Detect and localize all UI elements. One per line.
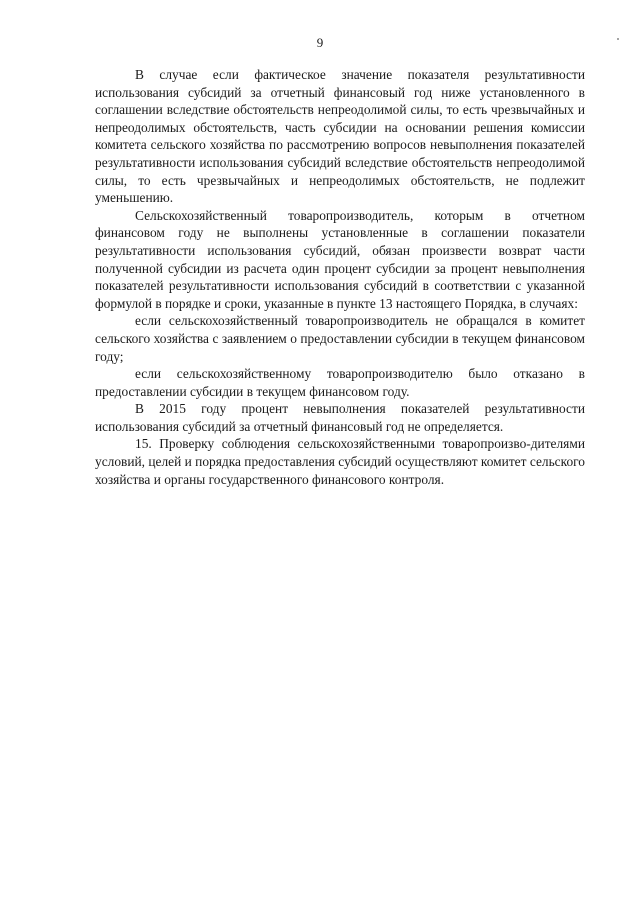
document-body <box>95 66 585 488</box>
scan-speck <box>617 38 619 40</box>
paragraph-clause-15: 15. Проверку соблюдения сельскохозяйственными товаропроизво-дителями условий, целей и порядка предоставления субсидий осуществляют комитет сельского хозяйства и органы государственного финансового контроля. <box>95 436 585 487</box>
paragraph-case-refused: если сельскохозяйственному товаропроизводителю было отказано в предоставлении субсидии в текущем финансовом году. <box>95 366 585 399</box>
paragraph-force-majeure: В случае если фактическое значение показателя результативности использования субсидий за отчетный финансовый год ниже установленного в соглашении вследствие обстоятельств непреодолимой силы, то есть чрезвычайных и непреодолимых обстоятельств, часть субсидии на основании решения комиссии комитета сельского хозяйства по рассмотрению вопросов невыполнения показателей результативности использования субсидий вследствие обстоятельств непреодолимой силы, то есть чрезвычайных и непреодолимых обстоятельств, не подлежит уменьшению. <box>95 67 585 206</box>
paragraph-refund-obligation: Сельскохозяйственный товаропроизводитель, которым в отчетном финансовом году не выполнены установленные в соглашении показатели результативности использования субсидий, обязан произвести возврат части полученной субсидии из расчета один процент субсидии за процент невыполнения показателей результативности использования субсидий в соответствии с указанной формулой в порядке и сроки, указанные в пункте 13 настоящего Порядка, в случаях: <box>95 207 585 311</box>
paragraph-year-2015: В 2015 году процент невыполнения показателей результативности использования субсидий за отчетный финансовый год не определяется. <box>95 401 585 434</box>
paragraph-case-no-application: если сельскохозяйственный товаропроизводитель не обращался в комитет сельского хозяйства с заявлением о предоставлении субсидии в текущем финансовом году; <box>95 313 585 364</box>
page-number: 9 <box>316 35 324 50</box>
